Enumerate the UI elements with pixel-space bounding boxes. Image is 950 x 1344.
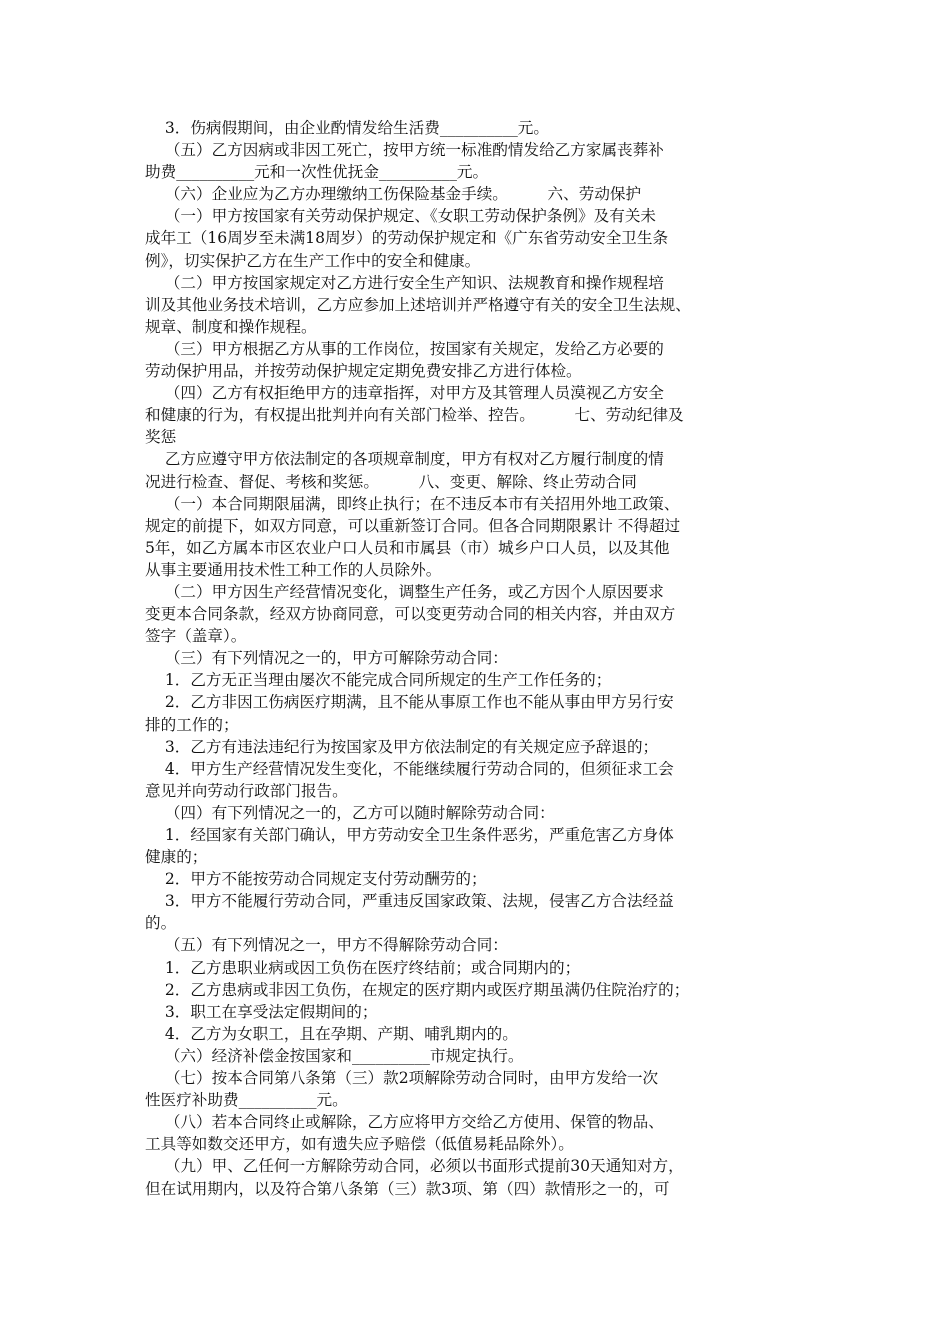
text-line: 健康的； [145, 848, 208, 867]
text-line: 1．乙方无正当理由屡次不能完成合同所规定的生产工作任务的； [145, 671, 612, 690]
text-line: （七）按本合同第八条第（三）款2项解除劳动合同时，由甲方发给一次 [145, 1069, 659, 1088]
text-line: （二）甲方因生产经营情况变化，调整生产任务，或乙方因个人原因要求 [145, 582, 664, 601]
text-line: 3．乙方有违法违纪行为按国家及甲方依法制定的有关规定应予辞退的； [145, 737, 659, 756]
text-line: （五）乙方因病或非因工死亡，按甲方统一标准酌情发给乙方家属丧葬补 [145, 141, 664, 160]
text-line: 变更本合同条款，经双方协商同意，可以变更劳动合同的相关内容，并由双方 [145, 605, 676, 624]
text-line: （一）甲方按国家有关劳动保护规定、《女职工劳动保护条例》及有关未 [145, 207, 657, 226]
text-line: 2．乙方患病或非因工负伤，在规定的医疗期内或医疗期虽满仍住院治疗的； [145, 980, 690, 999]
text-line: 成年工（16周岁至未满18周岁）的劳动保护规定和《广东省劳动安全卫生条 [145, 229, 669, 248]
text-line: 意见并向劳动行政部门报告。 [145, 781, 348, 800]
text-line: 和健康的行为，有权提出批判并向有关部门检举、控告。 七、劳动纪律及 [145, 406, 684, 425]
text-line: （四）有下列情况之一的，乙方可以随时解除劳动合同： [145, 803, 555, 822]
text-line: 训及其他业务技术培训，乙方应参加上述培训并严格遵守有关的安全卫生法规、 [145, 295, 691, 314]
text-line: 奖惩 [145, 428, 177, 447]
text-line: 2．甲方不能按劳动合同规定支付劳动酬劳的； [145, 870, 487, 889]
text-line: （四）乙方有权拒绝甲方的违章指挥，对甲方及其管理人员漠视乙方安全 [145, 384, 664, 403]
text-line: 3．甲方不能履行劳动合同，严重违反国家政策、法规，侵害乙方合法经益 [145, 892, 674, 911]
text-line: 例》，切实保护乙方在生产工作中的安全和健康。 [145, 251, 481, 270]
text-line: （六）企业应为乙方办理缴纳工伤保险基金手续。 六、劳动保护 [145, 185, 642, 204]
text-line: 劳动保护用品，并按劳动保护规定定期免费安排乙方进行体检。 [145, 362, 582, 381]
text-line: 排的工作的； [145, 715, 239, 734]
text-line: （二）甲方按国家规定对乙方进行安全生产知识、法规教育和操作规程培 [145, 273, 664, 292]
text-line: 1．乙方患职业病或因工负伤在医疗终结前；或合同期内的； [145, 958, 581, 977]
document-page [145, 117, 805, 1200]
text-line: 但在试用期内，以及符合第八条第（三）款3项、第（四）款情形之一的，可 [145, 1179, 670, 1198]
text-line: 的。 [145, 914, 177, 933]
text-line: 工具等如数交还甲方，如有遗失应予赔偿（低值易耗品除外）。 [145, 1135, 574, 1154]
text-line: （八）若本合同终止或解除，乙方应将甲方交给乙方使用、保管的物品、 [145, 1113, 664, 1132]
text-line: 1．经国家有关部门确认，甲方劳动安全卫生条件恶劣，严重危害乙方身体 [145, 826, 674, 844]
text-line: 4．乙方为女职工，且在孕期、产期、哺乳期内的。 [145, 1024, 518, 1043]
text-line: 3．职工在享受法定假期间的； [145, 1002, 378, 1021]
text-line: 助费__________元和一次性优抚金__________元。 [145, 163, 489, 182]
text-line: 5年，如乙方属本市区农业户口人员和市属县（市）城乡户口人员，以及其他 [145, 538, 670, 557]
text-line: （三）甲方根据乙方从事的工作岗位，按国家有关规定，发给乙方必要的 [145, 339, 664, 358]
text-line: 况进行检查、督促、考核和奖惩。 八、变更、解除、终止劳动合同 [145, 472, 637, 491]
text-line: 3．伤病假期间，由企业酌情发给生活费__________元。 [145, 119, 549, 137]
text-line: 从事主要通用技术性工种工作的人员除外。 [145, 560, 442, 579]
text-line: （九）甲、乙任何一方解除劳动合同，必须以书面形式提前30天通知对方， [145, 1157, 684, 1176]
text-line: 规定的前提下，如双方同意，可以重新签订合同。但各合同期限累计 不得超过 [145, 516, 681, 535]
text-line: 签字（盖章）。 [145, 627, 247, 646]
text-line: 性医疗补助费__________元。 [145, 1091, 348, 1110]
text-line: 2．乙方非因工伤病医疗期满，且不能从事原工作也不能从事由甲方另行安 [145, 693, 674, 712]
text-line: （六）经济补偿金按国家和__________市规定执行。 [145, 1046, 524, 1065]
text-line: 乙方应遵守甲方依法制定的各项规章制度，甲方有权对乙方履行制度的情 [145, 450, 664, 469]
text-line: （五）有下列情况之一，甲方不得解除劳动合同： [145, 936, 508, 955]
text-line: 规章、制度和操作规程。 [145, 317, 317, 336]
text-line: （一）本合同期限届满，即终止执行；在不违反本市有关招用外地工政策、 [145, 494, 680, 513]
text-line: （三）有下列情况之一的，甲方可解除劳动合同： [145, 649, 508, 668]
text-line: 4．甲方生产经营情况发生变化，不能继续履行劳动合同的，但须征求工会 [145, 759, 674, 778]
